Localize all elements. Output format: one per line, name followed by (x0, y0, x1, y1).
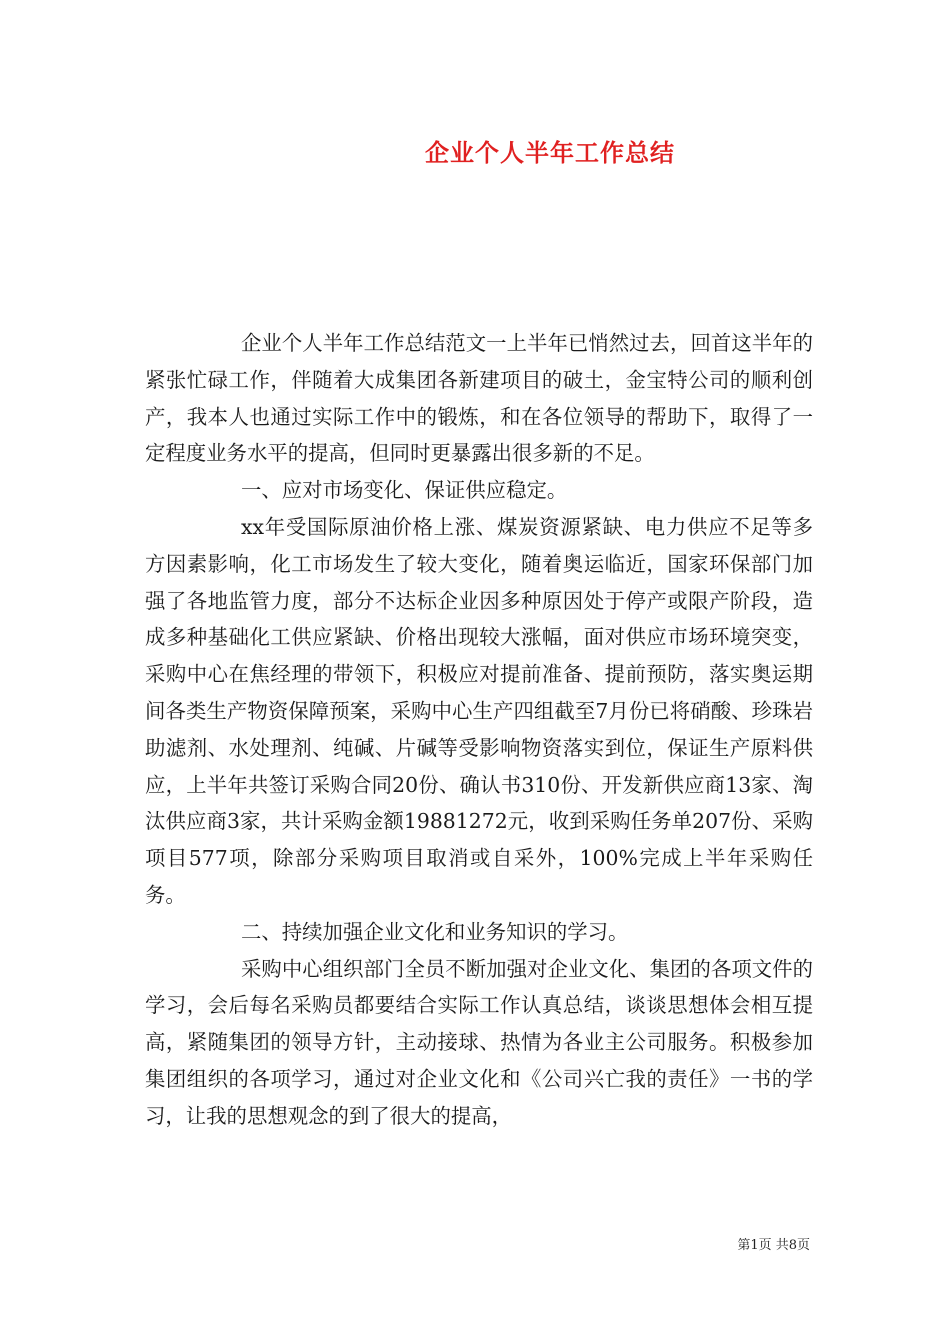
paragraph-section-2: 采购中心组织部门全员不断加强对企业文化、集团的各项文件的学习，会后每名采购员都要结合实际工作认真总结，谈谈思想体会相互提高，紧随集团的领导方针，主动接球、热情为各业主公司服务。积极参加集团组织的各项学习，通过对企业文化和《公司兴亡我的责任》一书的学习，让我的思想观念的到了很大的提高， (145, 956, 813, 1128)
document-body (145, 325, 813, 1135)
page-number-footer: 第1页 共8页 (737, 1238, 810, 1253)
paragraph-intro: 企业个人半年工作总结范文一上半年已悄然过去，回首这半年的紧张忙碌工作，伴随着大成集团各新建项目的破土，金宝特公司的顺利创产，我本人也通过实际工作中的锻炼，和在各位领导的帮助下，取得了一定程度业务水平的提高，但同时更暴露出很多新的不足。 (145, 331, 813, 466)
section-heading-2: 二、持续加强企业文化和业务知识的学习。 (241, 919, 629, 944)
paragraph-section-1: xx年受国际原油价格上涨、煤炭资源紧缺、电力供应不足等多方因素影响，化工市场发生了较大变化，随着奥运临近，国家环保部门加强了各地监管力度，部分不达标企业因多种原因处于停产或限产阶段，造成多种基础化工供应紧缺、价格出现较大涨幅，面对供应市场环境突变，采购中心在焦经理的带领下，积极应对提前准备、提前预防，落实奥运期间各类生产物资保障预案，采购中心生产四组截至7月份已将硝酸、珍珠岩助滤剂、水处理剂、纯碱、片碱等受影响物资落实到位，保证生产原料供应，上半年共签订采购合同20份、确认书310份、开发新供应商13家、淘汰供应商3家，共计采购金额19881272元，收到采购任务单207份、采购项目577项，除部分采购项目取消或自采外，100%完成上半年采购任务。 (145, 514, 813, 907)
section-heading-1: 一、应对市场变化、保证供应稳定。 (241, 478, 568, 503)
document-title: 企业个人半年工作总结 (425, 138, 675, 167)
